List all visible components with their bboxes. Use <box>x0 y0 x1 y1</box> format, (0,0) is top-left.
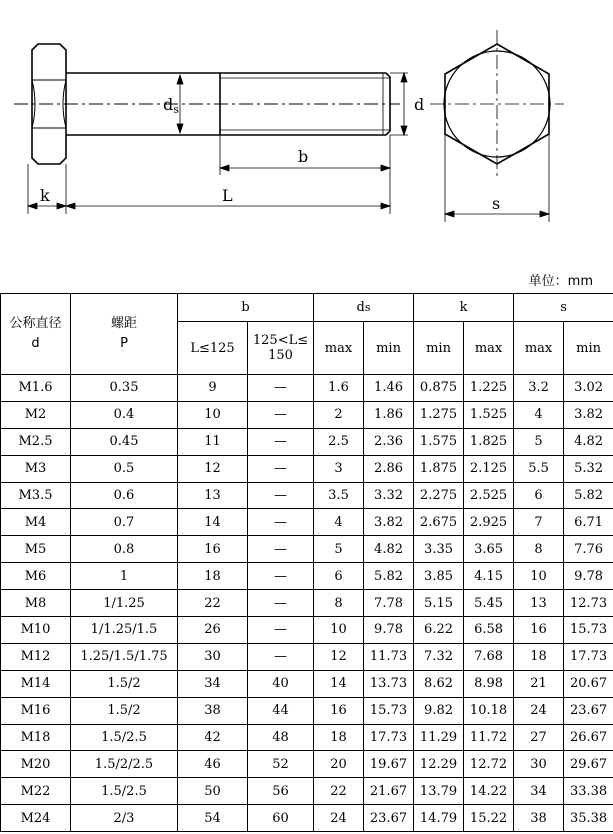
cell-s-max: 27 <box>514 724 564 751</box>
cell-pitch: 0.7 <box>71 509 178 536</box>
table-row <box>1 428 613 455</box>
cell-b-125-150: 48 <box>248 724 314 751</box>
cell-b-125-150: — <box>248 590 314 617</box>
cell-b-le125: 34 <box>178 670 248 697</box>
cell-nominal-d: M12 <box>1 643 71 670</box>
cell-s-min: 20.67 <box>564 670 613 697</box>
cell-nominal-d: M4 <box>1 509 71 536</box>
cell-b-le125: 10 <box>178 401 248 428</box>
cell-ds-max: 4 <box>314 509 364 536</box>
cell-b-le125: 22 <box>178 590 248 617</box>
header-pitch <box>71 294 178 375</box>
cell-s-min: 6.71 <box>564 509 613 536</box>
cell-k-min: 1.875 <box>414 455 464 482</box>
cell-pitch: 1 <box>71 563 178 590</box>
cell-s-max: 5.5 <box>514 455 564 482</box>
header-ds-sub: s <box>364 301 371 314</box>
cell-ds-max: 10 <box>314 617 364 644</box>
cell-pitch: 1.5/2 <box>71 697 178 724</box>
cell-k-min: 5.15 <box>414 590 464 617</box>
table-row <box>1 563 613 590</box>
hex-center-lines <box>430 30 564 180</box>
cell-pitch: 0.5 <box>71 455 178 482</box>
cell-s-max: 16 <box>514 617 564 644</box>
cell-ds-max: 1.6 <box>314 375 364 402</box>
cell-k-min: 6.22 <box>414 617 464 644</box>
cell-b-le125: 54 <box>178 805 248 832</box>
cell-b-le125: 11 <box>178 428 248 455</box>
table-row <box>1 751 613 778</box>
cell-k-max: 7.68 <box>464 643 514 670</box>
cell-b-le125: 16 <box>178 536 248 563</box>
cell-pitch: 0.45 <box>71 428 178 455</box>
cell-ds-max: 18 <box>314 724 364 751</box>
cell-s-min: 17.73 <box>564 643 613 670</box>
header-nominal-diameter <box>1 294 71 375</box>
cell-pitch: 1/1.25/1.5 <box>71 617 178 644</box>
cell-b-le125: 12 <box>178 455 248 482</box>
cell-s-max: 6 <box>514 482 564 509</box>
cell-ds-max: 2.5 <box>314 428 364 455</box>
cell-nominal-d: M14 <box>1 670 71 697</box>
cell-ds-min: 21.67 <box>364 778 414 805</box>
header-ds-main: d <box>356 300 365 315</box>
cell-k-min: 2.675 <box>414 509 464 536</box>
cell-pitch: 2/3 <box>71 805 178 832</box>
cell-b-le125: 46 <box>178 751 248 778</box>
cell-s-max: 24 <box>514 697 564 724</box>
cell-ds-max: 5 <box>314 536 364 563</box>
table-row <box>1 590 613 617</box>
cell-ds-max: 24 <box>314 805 364 832</box>
cell-s-min: 35.38 <box>564 805 613 832</box>
cell-ds-min: 7.78 <box>364 590 414 617</box>
cell-s-max: 18 <box>514 643 564 670</box>
cell-pitch: 0.4 <box>71 401 178 428</box>
cell-ds-min: 3.32 <box>364 482 414 509</box>
header-b-125-150-line1: 125<L≤ <box>252 333 309 348</box>
cell-b-125-150: 44 <box>248 697 314 724</box>
cell-ds-min: 2.36 <box>364 428 414 455</box>
cell-s-min: 5.32 <box>564 455 613 482</box>
cell-s-min: 4.82 <box>564 428 613 455</box>
cell-nominal-d: M18 <box>1 724 71 751</box>
cell-b-125-150: 40 <box>248 670 314 697</box>
cell-k-max: 12.72 <box>464 751 514 778</box>
cell-s-min: 12.73 <box>564 590 613 617</box>
cell-nominal-d: M16 <box>1 697 71 724</box>
cell-pitch: 0.8 <box>71 536 178 563</box>
cell-nominal-d: M20 <box>1 751 71 778</box>
header-s-min: min <box>564 322 613 375</box>
header-s: s <box>514 294 613 322</box>
table-row <box>1 805 613 832</box>
cell-ds-max: 3 <box>314 455 364 482</box>
table-row <box>1 724 613 751</box>
cell-ds-max: 20 <box>314 751 364 778</box>
cell-ds-min: 1.46 <box>364 375 414 402</box>
cell-ds-min: 15.73 <box>364 697 414 724</box>
cell-k-min: 8.62 <box>414 670 464 697</box>
cell-nominal-d: M10 <box>1 617 71 644</box>
b-label: b <box>298 147 309 166</box>
cell-s-max: 30 <box>514 751 564 778</box>
table-row <box>1 509 613 536</box>
cell-s-min: 26.67 <box>564 724 613 751</box>
cell-b-125-150: 52 <box>248 751 314 778</box>
cell-s-max: 21 <box>514 670 564 697</box>
cell-s-min: 15.73 <box>564 617 613 644</box>
cell-k-min: 7.32 <box>414 643 464 670</box>
header-k: k <box>414 294 514 322</box>
cell-k-min: 1.575 <box>414 428 464 455</box>
table-row <box>1 697 613 724</box>
bolt-spec-table <box>0 293 613 832</box>
cell-b-le125: 30 <box>178 643 248 670</box>
cell-ds-min: 3.82 <box>364 509 414 536</box>
cell-nominal-d: M5 <box>1 536 71 563</box>
cell-k-min: 3.85 <box>414 563 464 590</box>
cell-nominal-d: M24 <box>1 805 71 832</box>
cell-pitch: 1.5/2.5 <box>71 778 178 805</box>
header-ds-min: min <box>364 322 414 375</box>
cell-ds-max: 3.5 <box>314 482 364 509</box>
L-label: L <box>222 186 233 205</box>
cell-k-max: 10.18 <box>464 697 514 724</box>
cell-k-max: 1.525 <box>464 401 514 428</box>
cell-s-min: 29.67 <box>564 751 613 778</box>
cell-b-le125: 9 <box>178 375 248 402</box>
header-ds-max: max <box>314 322 364 375</box>
cell-ds-max: 8 <box>314 590 364 617</box>
cell-ds-min: 4.82 <box>364 536 414 563</box>
cell-k-max: 3.65 <box>464 536 514 563</box>
cell-ds-min: 17.73 <box>364 724 414 751</box>
cell-k-max: 4.15 <box>464 563 514 590</box>
cell-k-max: 8.98 <box>464 670 514 697</box>
cell-ds-max: 22 <box>314 778 364 805</box>
cell-b-125-150: 56 <box>248 778 314 805</box>
cell-b-125-150: 60 <box>248 805 314 832</box>
cell-pitch: 1.5/2 <box>71 670 178 697</box>
cell-nominal-d: M3.5 <box>1 482 71 509</box>
table-row <box>1 670 613 697</box>
cell-b-125-150: — <box>248 643 314 670</box>
cell-k-min: 14.79 <box>414 805 464 832</box>
cell-b-125-150: — <box>248 401 314 428</box>
cell-nominal-d: M6 <box>1 563 71 590</box>
cell-s-max: 13 <box>514 590 564 617</box>
cell-b-125-150: — <box>248 617 314 644</box>
cell-ds-max: 14 <box>314 670 364 697</box>
table-row <box>1 455 613 482</box>
header-b: b <box>178 294 314 322</box>
cell-s-max: 34 <box>514 778 564 805</box>
cell-pitch: 0.6 <box>71 482 178 509</box>
cell-ds-min: 5.82 <box>364 563 414 590</box>
cell-b-le125: 18 <box>178 563 248 590</box>
table-row <box>1 401 613 428</box>
cell-k-max: 5.45 <box>464 590 514 617</box>
cell-s-min: 3.02 <box>564 375 613 402</box>
s-label: s <box>492 194 501 213</box>
cell-s-max: 5 <box>514 428 564 455</box>
cell-ds-min: 11.73 <box>364 643 414 670</box>
ds-label: ds <box>163 95 179 116</box>
k-l-dimensions <box>28 164 390 214</box>
cell-ds-min: 2.86 <box>364 455 414 482</box>
cell-s-max: 8 <box>514 536 564 563</box>
cell-nominal-d: M2.5 <box>1 428 71 455</box>
cell-nominal-d: M1.6 <box>1 375 71 402</box>
cell-ds-min: 9.78 <box>364 617 414 644</box>
cell-k-max: 6.58 <box>464 617 514 644</box>
cell-k-min: 0.875 <box>414 375 464 402</box>
cell-s-max: 7 <box>514 509 564 536</box>
cell-k-max: 11.72 <box>464 724 514 751</box>
cell-b-le125: 50 <box>178 778 248 805</box>
table-row <box>1 643 613 670</box>
cell-ds-max: 2 <box>314 401 364 428</box>
cell-b-125-150: — <box>248 509 314 536</box>
cell-pitch: 1.5/2/2.5 <box>71 751 178 778</box>
table-row <box>1 375 613 402</box>
table-row <box>1 617 613 644</box>
cell-k-min: 12.29 <box>414 751 464 778</box>
cell-b-125-150: — <box>248 536 314 563</box>
cell-k-min: 1.275 <box>414 401 464 428</box>
header-s-max: max <box>514 322 564 375</box>
header-nominal-line1: 公称直径 <box>9 316 62 331</box>
cell-ds-min: 13.73 <box>364 670 414 697</box>
d-label: d <box>414 95 425 114</box>
header-b-le125: L≤125 <box>178 322 248 375</box>
cell-b-125-150: — <box>248 428 314 455</box>
cell-s-min: 23.67 <box>564 697 613 724</box>
cell-k-max: 2.925 <box>464 509 514 536</box>
header-pitch-line2: P <box>120 336 128 351</box>
cell-b-le125: 38 <box>178 697 248 724</box>
header-b-125-150-line2: 150 <box>268 348 293 363</box>
cell-b-125-150: — <box>248 482 314 509</box>
cell-k-max: 2.525 <box>464 482 514 509</box>
cell-k-max: 2.125 <box>464 455 514 482</box>
cell-nominal-d: M22 <box>1 778 71 805</box>
unit-label: 单位：mm <box>528 274 593 289</box>
table-row <box>1 536 613 563</box>
header-k-max: max <box>464 322 514 375</box>
k-label: k <box>40 186 50 205</box>
cell-k-max: 15.22 <box>464 805 514 832</box>
cell-nominal-d: M2 <box>1 401 71 428</box>
cell-b-le125: 13 <box>178 482 248 509</box>
header-b-125-150 <box>248 322 314 375</box>
cell-b-le125: 14 <box>178 509 248 536</box>
cell-ds-max: 12 <box>314 643 364 670</box>
header-nominal-line2: d <box>31 336 40 351</box>
cell-pitch: 1.25/1.5/1.75 <box>71 643 178 670</box>
cell-k-max: 1.825 <box>464 428 514 455</box>
cell-nominal-d: M8 <box>1 590 71 617</box>
cell-s-max: 10 <box>514 563 564 590</box>
cell-s-max: 4 <box>514 401 564 428</box>
table-body <box>1 375 613 832</box>
header-k-min: min <box>414 322 464 375</box>
bolt-drawing <box>0 0 613 270</box>
cell-b-le125: 42 <box>178 724 248 751</box>
cell-s-max: 38 <box>514 805 564 832</box>
cell-b-125-150: — <box>248 375 314 402</box>
cell-k-min: 11.29 <box>414 724 464 751</box>
cell-s-max: 3.2 <box>514 375 564 402</box>
cell-ds-max: 6 <box>314 563 364 590</box>
cell-k-min: 13.79 <box>414 778 464 805</box>
cell-k-min: 3.35 <box>414 536 464 563</box>
cell-s-min: 7.76 <box>564 536 613 563</box>
cell-s-min: 9.78 <box>564 563 613 590</box>
cell-s-min: 3.82 <box>564 401 613 428</box>
cell-s-min: 33.38 <box>564 778 613 805</box>
table-row <box>1 482 613 509</box>
cell-ds-min: 19.67 <box>364 751 414 778</box>
cell-k-min: 9.82 <box>414 697 464 724</box>
cell-pitch: 1.5/2.5 <box>71 724 178 751</box>
cell-ds-min: 23.67 <box>364 805 414 832</box>
cell-k-max: 14.22 <box>464 778 514 805</box>
cell-s-min: 5.82 <box>564 482 613 509</box>
cell-ds-min: 1.86 <box>364 401 414 428</box>
header-pitch-line1: 螺距 <box>110 316 137 331</box>
cell-b-le125: 26 <box>178 617 248 644</box>
cell-k-max: 1.225 <box>464 375 514 402</box>
cell-b-125-150: — <box>248 563 314 590</box>
cell-k-min: 2.275 <box>414 482 464 509</box>
cell-b-125-150: — <box>248 455 314 482</box>
cell-ds-max: 16 <box>314 697 364 724</box>
header-ds <box>314 294 414 322</box>
cell-nominal-d: M3 <box>1 455 71 482</box>
cell-pitch: 1/1.25 <box>71 590 178 617</box>
cell-pitch: 0.35 <box>71 375 178 402</box>
table-row <box>1 778 613 805</box>
